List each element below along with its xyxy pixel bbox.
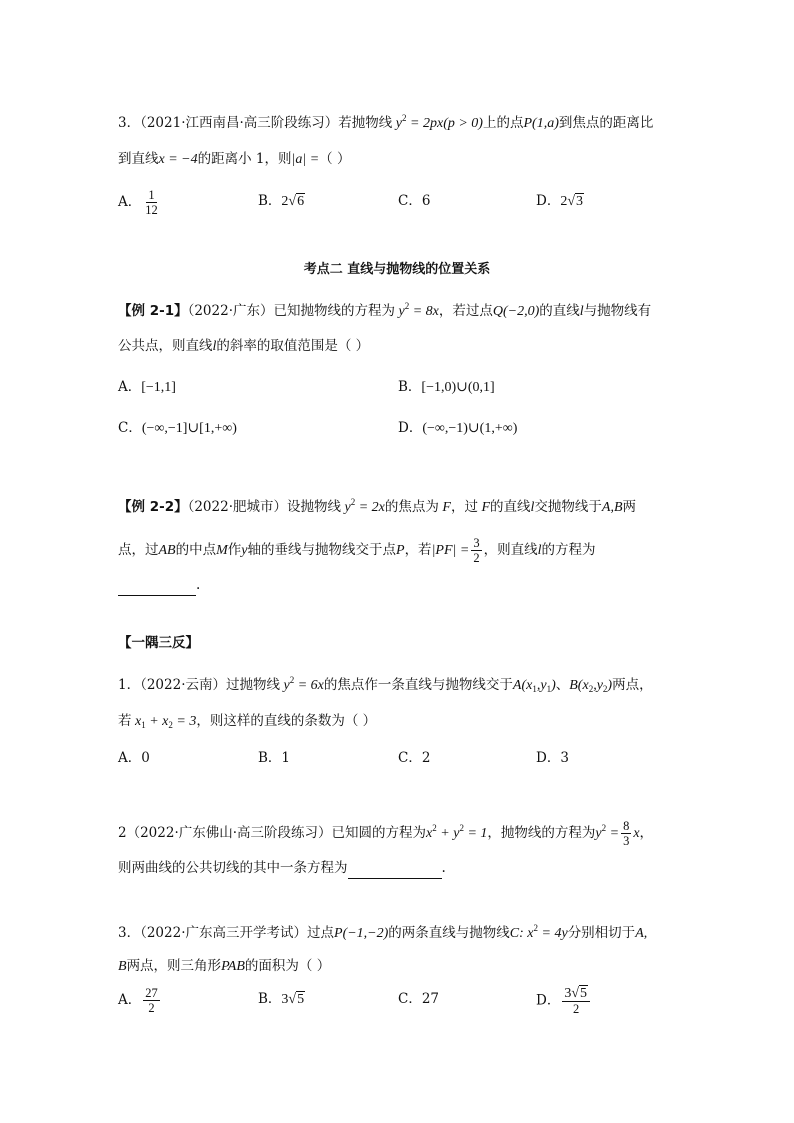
math: $y^2 = 2px(p > 0)$	[392, 113, 483, 131]
math: M	[216, 543, 228, 558]
ex21-text: 与抛物线有	[583, 303, 652, 319]
math: x = −4	[158, 152, 198, 167]
practice-heading: 【一隅三反】	[118, 635, 199, 651]
p3-text: 的两条直线与抛物线	[388, 925, 510, 941]
p3-line1	[118, 918, 647, 944]
p1-option-c: C．2	[398, 750, 431, 766]
p2-line1	[118, 818, 653, 848]
frac-den: 12	[145, 203, 158, 217]
math: |PF| =	[431, 543, 470, 558]
p1-number: 1	[118, 677, 127, 693]
q3a-line2	[118, 149, 350, 170]
answer-blank	[348, 858, 442, 879]
q3a-text: 上的点	[482, 115, 524, 131]
math: l	[530, 500, 535, 515]
ex21-line2	[118, 336, 369, 357]
ex21-text: 已知抛物线的方程为	[273, 303, 395, 319]
q3a-number: 3	[118, 115, 127, 131]
ex22-line3	[118, 575, 200, 596]
math: $B(x_2,y_2)$	[569, 678, 613, 694]
p1-text: 若	[118, 713, 132, 729]
ex22-text: 的直线	[490, 499, 531, 515]
q3a-option-b	[258, 191, 305, 212]
q3a-text: 的距离小 1，则	[197, 151, 292, 167]
option-value: (−∞,−1)∪(1,+∞)	[422, 421, 518, 436]
p3-text: 两点，则三角形	[126, 958, 222, 974]
p1-option-b: B．1	[258, 750, 291, 766]
p3-number: 3	[118, 925, 127, 941]
math: F	[477, 500, 491, 515]
math: B	[118, 959, 127, 974]
math: x	[633, 826, 640, 841]
math: |a| =	[291, 152, 320, 167]
p3-option-d	[536, 986, 592, 1016]
ex22-text: .	[196, 577, 201, 593]
ex21-option-a	[118, 377, 176, 398]
p2-text: ，	[639, 825, 654, 841]
option-label: A．	[118, 379, 142, 395]
p2-source: （2022·广东佛山·高三阶段练习）	[126, 825, 332, 841]
q3a-text: 到直线	[118, 151, 159, 167]
math: $y^2 = 6x$	[280, 675, 324, 693]
p2-text: ，抛物线的方程为	[487, 825, 596, 841]
q3a-text: 到焦点的距离比	[558, 115, 654, 131]
option-label: D．	[536, 992, 561, 1009]
p1-source: ．（2022·云南）	[126, 677, 226, 693]
fraction: $\frac{3√5}{2}$	[562, 986, 590, 1016]
p3-text: 分别相切于	[567, 925, 636, 941]
ex21-option-b	[398, 377, 495, 398]
math: 2√3	[560, 194, 584, 209]
ex22-source: （2022·肥城市）	[187, 499, 287, 515]
fraction	[143, 986, 160, 1015]
option-label: C．	[118, 420, 142, 436]
math: A,	[635, 926, 648, 941]
math: $x_1 + x_2 = 3$	[131, 714, 197, 730]
q3a-line1: 3．（2021·江西南昌·高三阶段练习）若抛物线 $y^2 = 2px(p > 0)$上的点P(1,a)到焦点的距离比	[118, 113, 654, 131]
math: 3√5	[281, 992, 305, 1007]
p3-line2	[118, 956, 330, 977]
option-value: [−1,0)∪(0,1]	[421, 380, 495, 395]
p2-number: 2	[118, 825, 127, 841]
ex21-source: （2022·广东）	[187, 303, 274, 319]
math: l	[212, 339, 217, 354]
p3-option-a	[118, 986, 162, 1015]
p1-option-a: A．0	[118, 750, 150, 766]
p2-text: 已知圆的方程为	[331, 825, 427, 841]
p3-text: 过点	[307, 925, 334, 941]
p2-line2	[118, 858, 446, 879]
ex21-line1	[118, 296, 651, 322]
p1-line2	[118, 711, 376, 735]
math: PAB	[221, 959, 245, 974]
math: P(−1,−2)	[334, 926, 389, 941]
ex21-text: ，若过点	[438, 303, 493, 319]
p1-text: ，则这样的直线的条数为（ ）	[196, 713, 377, 729]
ex22-text: 的中点	[175, 542, 217, 558]
math: A,B	[601, 500, 623, 515]
ex22-text: 设抛物线	[287, 499, 341, 515]
ex22-text: 的方程为	[541, 542, 596, 558]
p1-line1	[118, 670, 653, 699]
math: 2√6	[281, 194, 305, 209]
math: P	[396, 543, 405, 558]
ex22-line2	[118, 536, 595, 565]
option-label: A．	[118, 992, 142, 1008]
ex22-text: ，过	[450, 499, 478, 515]
option-label: B．	[258, 991, 282, 1007]
ex21-text: 公共点，则直线	[118, 338, 213, 354]
math: C: $x^2 = 4y$	[509, 923, 568, 941]
fraction: $\frac{3}{2}$	[473, 536, 480, 565]
math: P(1,a)	[523, 116, 559, 131]
math: y	[241, 543, 248, 558]
option-label: B．	[258, 193, 282, 209]
q3a-source: （2021·江西南昌·高三阶段练习）	[140, 115, 339, 131]
ex21-option-c	[118, 418, 237, 439]
math: $x^2 + y^2 = 1$	[426, 823, 488, 841]
ex22-text: 轴的垂线与抛物线交于点	[247, 542, 396, 558]
math: AB	[158, 543, 176, 558]
ex22-text: 点，过	[118, 542, 159, 558]
q3a-option-a	[118, 188, 162, 217]
frac-num: 27	[145, 986, 158, 1000]
q3a-option-c: C．6	[398, 193, 431, 209]
option-value: (−∞,−1]∪[1,+∞)	[141, 421, 237, 436]
option-value: [−1,1]	[141, 380, 176, 395]
option-label: B．	[398, 379, 422, 395]
math: F	[438, 500, 451, 515]
math: $A(x_1,y_1)$	[512, 678, 556, 694]
p1-text: 两点，	[612, 677, 653, 693]
math: l	[537, 543, 542, 558]
ex21-option-d	[398, 418, 517, 439]
frac-num: 1	[148, 188, 155, 202]
p1-text: 过抛物线	[226, 677, 280, 693]
ex22-text: 的焦点为	[384, 499, 439, 515]
ex22-text: 交抛物线于	[534, 499, 602, 515]
p2-text: 则两曲线的公共切线的其中一条方程为	[118, 860, 348, 876]
option-label: A．	[118, 194, 142, 210]
ex22-line1	[118, 492, 636, 518]
ex22-tag: 【例 2-2】	[118, 499, 188, 515]
answer-blank	[118, 575, 196, 596]
fraction	[143, 188, 160, 217]
section-heading: 考点二 直线与抛物线的位置关系	[303, 262, 491, 277]
math: Q(−2,0)	[492, 304, 540, 319]
math: $y^2 = 2x$	[341, 497, 385, 515]
p3-source: ．（2022·广东高三开学考试）	[126, 925, 307, 941]
ex22-text: ，若	[404, 542, 432, 558]
fraction: $\frac{8}{3}$	[623, 819, 630, 848]
p1-text: 、	[555, 677, 570, 693]
ex21-text: 的直线	[539, 303, 580, 319]
ex22-text: ，则直线	[483, 542, 538, 558]
p3-option-c: C．27	[398, 991, 440, 1007]
ex21-tag: 【例 2-1】	[118, 303, 188, 319]
option-label: D．	[536, 193, 561, 209]
frac-den: 2	[148, 1001, 155, 1015]
p1-option-d: D．3	[536, 750, 569, 766]
q3a-text: （ ）	[319, 151, 351, 167]
p2-text: .	[441, 860, 446, 876]
math: l	[579, 304, 584, 319]
ex22-text: 作	[227, 542, 242, 558]
p3-text: 的面积为（ ）	[244, 958, 331, 974]
p1-text: 的焦点作一条直线与抛物线交于	[323, 677, 513, 693]
q3a-text: 若抛物线	[338, 115, 393, 131]
option-label: D．	[398, 420, 423, 436]
ex22-text: 两	[622, 499, 637, 515]
ex21-text: 的斜率的取值范围是（ ）	[216, 338, 370, 354]
math: $y^2 = 8x$	[395, 301, 439, 319]
p3-option-b	[258, 989, 305, 1010]
q3a-option-d	[536, 191, 584, 212]
math: $y^2$ =	[595, 823, 620, 841]
